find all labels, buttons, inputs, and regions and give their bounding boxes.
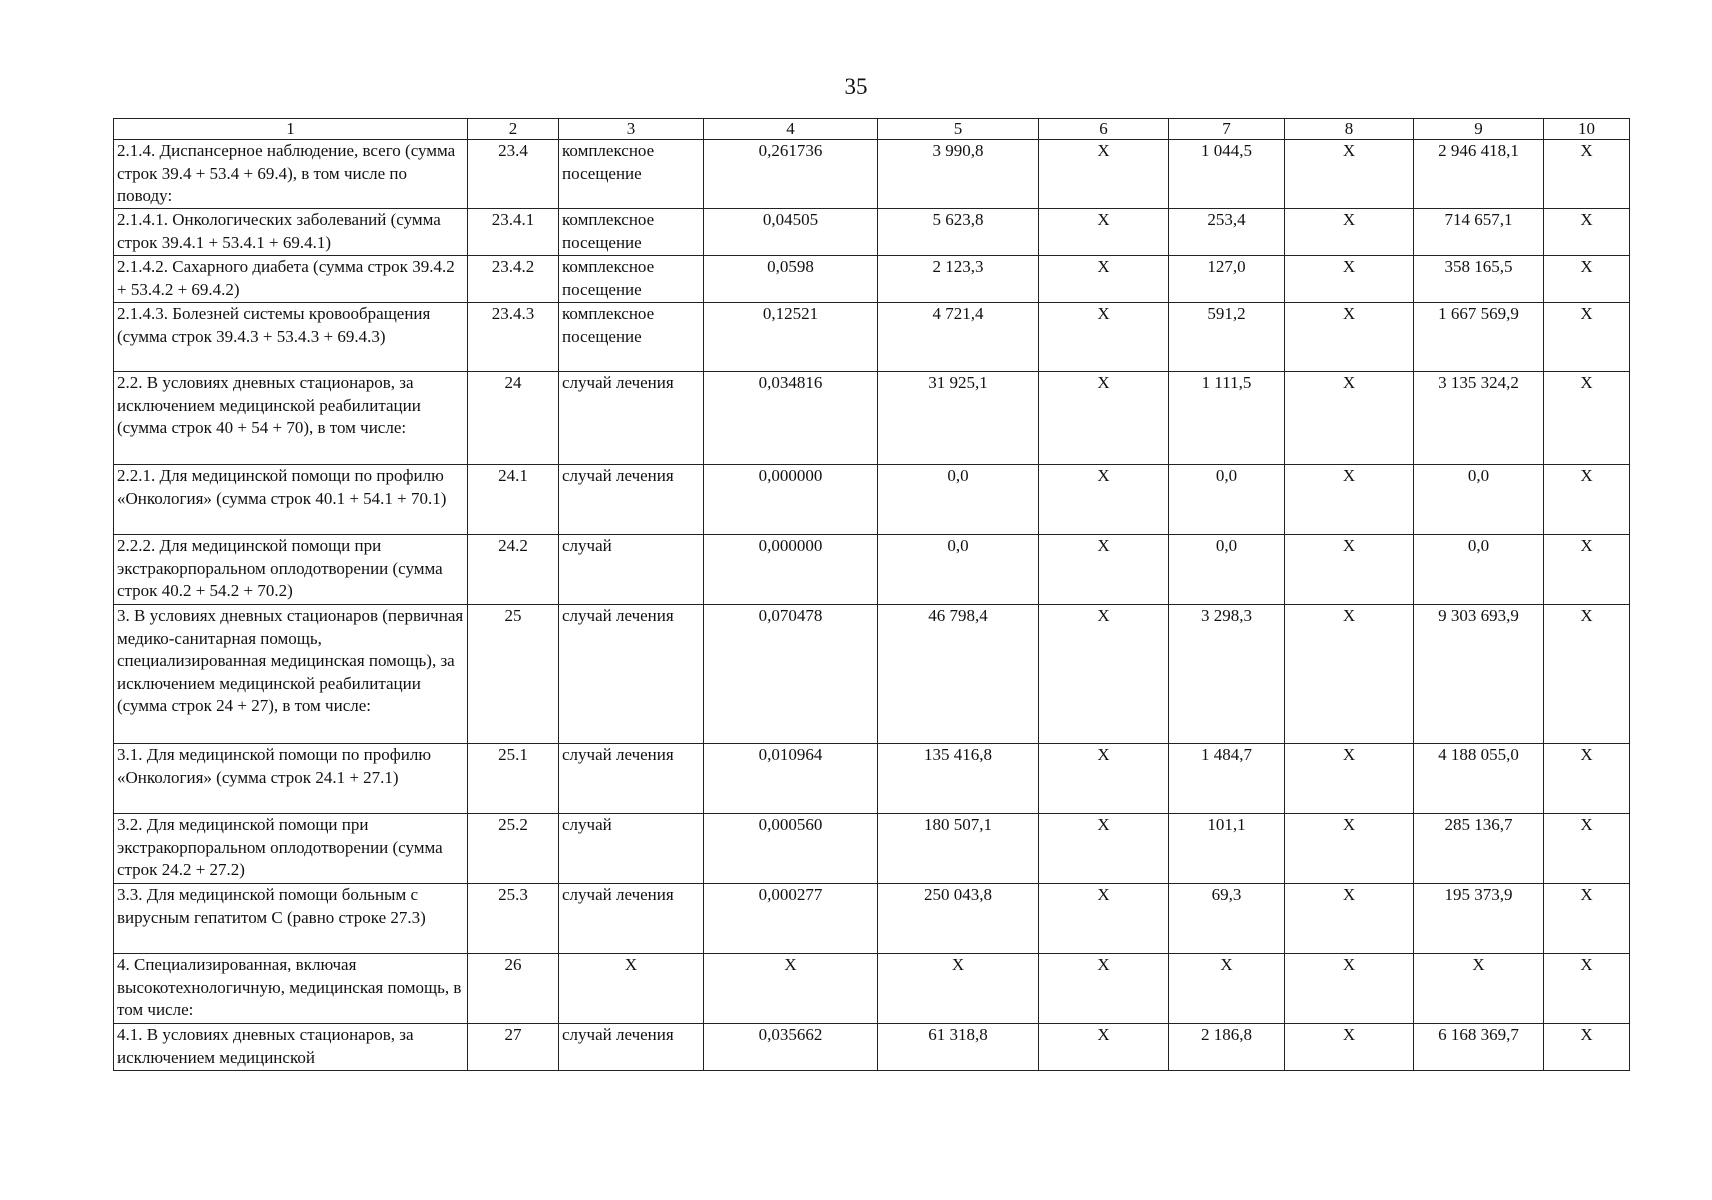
col8-value-cell: X (1285, 535, 1414, 605)
row-label-cell: 4.1. В условиях дневных стационаров, за исключением медицинской (114, 1024, 468, 1071)
col9-value-cell: 358 165,5 (1414, 256, 1544, 303)
column-number-cell: 8 (1285, 119, 1414, 140)
col10-value-cell: X (1544, 372, 1630, 465)
column-number-cell: 5 (878, 119, 1039, 140)
col8-value-cell: X (1285, 372, 1414, 465)
unit-cell: X (559, 954, 704, 1024)
row-label-cell: 3.3. Для медицинской помощи больным с вирусным гепатитом С (равно строке 27.3) (114, 884, 468, 954)
col8-value-cell: X (1285, 465, 1414, 535)
row-code-cell: 24 (468, 372, 559, 465)
col7-value-cell: 1 484,7 (1169, 744, 1285, 814)
row-label-cell: 3. В условиях дневных стационаров (первичная медико-санитарная помощь, специализированная медицинская помощь), за исключением медицинской реабилитации (сумма строк 24 + 27), в том числе: (114, 605, 468, 744)
column-number-cell: 9 (1414, 119, 1544, 140)
col5-value-cell: 0,0 (878, 535, 1039, 605)
col8-value-cell: X (1285, 209, 1414, 256)
col7-value-cell: 2 186,8 (1169, 1024, 1285, 1071)
col9-value-cell: 3 135 324,2 (1414, 372, 1544, 465)
table-row (114, 465, 1630, 535)
col10-value-cell: X (1544, 814, 1630, 884)
column-number-cell: 6 (1039, 119, 1169, 140)
col10-value-cell: X (1544, 954, 1630, 1024)
col10-value-cell: X (1544, 884, 1630, 954)
row-label-cell: 4. Специализированная, включая высокотехнологичную, медицинская помощь, в том числе: (114, 954, 468, 1024)
unit-cell: случай лечения (559, 884, 704, 954)
unit-cell: комплексное посещение (559, 303, 704, 372)
col7-value-cell: 0,0 (1169, 535, 1285, 605)
table-row (114, 535, 1630, 605)
unit-cell: случай лечения (559, 744, 704, 814)
row-label-cell: 2.1.4.2. Сахарного диабета (сумма строк 39.4.2 + 53.4.2 + 69.4.2) (114, 256, 468, 303)
col4-value-cell: 0,035662 (704, 1024, 878, 1071)
col7-value-cell: 101,1 (1169, 814, 1285, 884)
col8-value-cell: X (1285, 744, 1414, 814)
col5-value-cell: 5 623,8 (878, 209, 1039, 256)
col10-value-cell: X (1544, 256, 1630, 303)
col5-value-cell: 31 925,1 (878, 372, 1039, 465)
col9-value-cell: 6 168 369,7 (1414, 1024, 1544, 1071)
col9-value-cell: 0,0 (1414, 465, 1544, 535)
col5-value-cell: 180 507,1 (878, 814, 1039, 884)
row-label-cell: 2.1.4. Диспансерное наблюдение, всего (сумма строк 39.4 + 53.4 + 69.4), в том числе по поводу: (114, 140, 468, 209)
col9-value-cell: X (1414, 954, 1544, 1024)
row-code-cell: 23.4.3 (468, 303, 559, 372)
unit-cell: комплексное посещение (559, 140, 704, 209)
row-label-cell: 2.2. В условиях дневных стационаров, за исключением медицинской реабилитации (сумма строк 40 + 54 + 70), в том числе: (114, 372, 468, 465)
col6-value-cell: X (1039, 884, 1169, 954)
col10-value-cell: X (1544, 535, 1630, 605)
col6-value-cell: X (1039, 814, 1169, 884)
col4-value-cell: 0,010964 (704, 744, 878, 814)
col4-value-cell: 0,261736 (704, 140, 878, 209)
col10-value-cell: X (1544, 303, 1630, 372)
col5-value-cell: 61 318,8 (878, 1024, 1039, 1071)
col6-value-cell: X (1039, 372, 1169, 465)
col4-value-cell: 0,000000 (704, 535, 878, 605)
col6-value-cell: X (1039, 954, 1169, 1024)
col6-value-cell: X (1039, 140, 1169, 209)
col9-value-cell: 2 946 418,1 (1414, 140, 1544, 209)
col4-value-cell: X (704, 954, 878, 1024)
col5-value-cell: 2 123,3 (878, 256, 1039, 303)
unit-cell: случай лечения (559, 465, 704, 535)
col5-value-cell: 135 416,8 (878, 744, 1039, 814)
table-row (114, 303, 1630, 372)
col9-value-cell: 195 373,9 (1414, 884, 1544, 954)
col8-value-cell: X (1285, 954, 1414, 1024)
col5-value-cell: 3 990,8 (878, 140, 1039, 209)
row-label-cell: 2.1.4.3. Болезней системы кровообращения (сумма строк 39.4.3 + 53.4.3 + 69.4.3) (114, 303, 468, 372)
col7-value-cell: 3 298,3 (1169, 605, 1285, 744)
column-number-cell: 10 (1544, 119, 1630, 140)
col8-value-cell: X (1285, 140, 1414, 209)
column-number-cell: 4 (704, 119, 878, 140)
col6-value-cell: X (1039, 256, 1169, 303)
col7-value-cell: 69,3 (1169, 884, 1285, 954)
unit-cell: случай лечения (559, 1024, 704, 1071)
col8-value-cell: X (1285, 303, 1414, 372)
col6-value-cell: X (1039, 1024, 1169, 1071)
column-number-cell: 2 (468, 119, 559, 140)
table-row (114, 209, 1630, 256)
row-code-cell: 25.3 (468, 884, 559, 954)
col9-value-cell: 714 657,1 (1414, 209, 1544, 256)
table-row (114, 814, 1630, 884)
column-number-cell: 1 (114, 119, 468, 140)
row-code-cell: 24.2 (468, 535, 559, 605)
col10-value-cell: X (1544, 744, 1630, 814)
row-code-cell: 25.2 (468, 814, 559, 884)
col10-value-cell: X (1544, 209, 1630, 256)
col4-value-cell: 0,000000 (704, 465, 878, 535)
column-number-cell: 3 (559, 119, 704, 140)
unit-cell: случай (559, 535, 704, 605)
row-label-cell: 3.1. Для медицинской помощи по профилю «Онкология» (сумма строк 24.1 + 27.1) (114, 744, 468, 814)
col5-value-cell: X (878, 954, 1039, 1024)
table-row (114, 744, 1630, 814)
col8-value-cell: X (1285, 814, 1414, 884)
table-row (114, 372, 1630, 465)
col4-value-cell: 0,0598 (704, 256, 878, 303)
col9-value-cell: 285 136,7 (1414, 814, 1544, 884)
col9-value-cell: 1 667 569,9 (1414, 303, 1544, 372)
unit-cell: комплексное посещение (559, 209, 704, 256)
col8-value-cell: X (1285, 1024, 1414, 1071)
row-code-cell: 27 (468, 1024, 559, 1071)
col4-value-cell: 0,12521 (704, 303, 878, 372)
col6-value-cell: X (1039, 605, 1169, 744)
col5-value-cell: 4 721,4 (878, 303, 1039, 372)
col6-value-cell: X (1039, 744, 1169, 814)
row-code-cell: 23.4.1 (468, 209, 559, 256)
col5-value-cell: 250 043,8 (878, 884, 1039, 954)
row-code-cell: 26 (468, 954, 559, 1024)
row-label-cell: 3.2. Для медицинской помощи при экстракорпоральном оплодотворении (сумма строк 24.2 + 27.2) (114, 814, 468, 884)
row-label-cell: 2.1.4.1. Онкологических заболеваний (сумма строк 39.4.1 + 53.4.1 + 69.4.1) (114, 209, 468, 256)
table-row (114, 256, 1630, 303)
page-number: 35 (844, 74, 868, 99)
col5-value-cell: 0,0 (878, 465, 1039, 535)
col4-value-cell: 0,04505 (704, 209, 878, 256)
col7-value-cell: 1 044,5 (1169, 140, 1285, 209)
col10-value-cell: X (1544, 465, 1630, 535)
row-label-cell: 2.2.1. Для медицинской помощи по профилю «Онкология» (сумма строк 40.1 + 54.1 + 70.1) (114, 465, 468, 535)
col6-value-cell: X (1039, 465, 1169, 535)
col8-value-cell: X (1285, 884, 1414, 954)
table-row (114, 140, 1630, 209)
row-code-cell: 25 (468, 605, 559, 744)
table-row (114, 884, 1630, 954)
unit-cell: случай лечения (559, 372, 704, 465)
col7-value-cell: X (1169, 954, 1285, 1024)
col10-value-cell: X (1544, 605, 1630, 744)
col5-value-cell: 46 798,4 (878, 605, 1039, 744)
col6-value-cell: X (1039, 535, 1169, 605)
col10-value-cell: X (1544, 1024, 1630, 1071)
col7-value-cell: 1 111,5 (1169, 372, 1285, 465)
col9-value-cell: 9 303 693,9 (1414, 605, 1544, 744)
row-code-cell: 25.1 (468, 744, 559, 814)
col7-value-cell: 591,2 (1169, 303, 1285, 372)
table-row (114, 605, 1630, 744)
col7-value-cell: 127,0 (1169, 256, 1285, 303)
col9-value-cell: 0,0 (1414, 535, 1544, 605)
col10-value-cell: X (1544, 140, 1630, 209)
unit-cell: случай лечения (559, 605, 704, 744)
column-number-row (114, 119, 1630, 140)
col7-value-cell: 0,0 (1169, 465, 1285, 535)
unit-cell: комплексное посещение (559, 256, 704, 303)
row-label-cell: 2.2.2. Для медицинской помощи при экстракорпоральном оплодотворении (сумма строк 40.2 + 54.2 + 70.2) (114, 535, 468, 605)
data-table (113, 118, 1630, 1071)
col6-value-cell: X (1039, 303, 1169, 372)
col7-value-cell: 253,4 (1169, 209, 1285, 256)
col9-value-cell: 4 188 055,0 (1414, 744, 1544, 814)
col4-value-cell: 0,000560 (704, 814, 878, 884)
col8-value-cell: X (1285, 256, 1414, 303)
column-number-cell: 7 (1169, 119, 1285, 140)
col4-value-cell: 0,000277 (704, 884, 878, 954)
row-code-cell: 23.4.2 (468, 256, 559, 303)
col4-value-cell: 0,070478 (704, 605, 878, 744)
row-code-cell: 24.1 (468, 465, 559, 535)
col8-value-cell: X (1285, 605, 1414, 744)
col4-value-cell: 0,034816 (704, 372, 878, 465)
table-row (114, 1024, 1630, 1071)
row-code-cell: 23.4 (468, 140, 559, 209)
col6-value-cell: X (1039, 209, 1169, 256)
table-row (114, 954, 1630, 1024)
unit-cell: случай (559, 814, 704, 884)
table-body (114, 119, 1630, 1071)
